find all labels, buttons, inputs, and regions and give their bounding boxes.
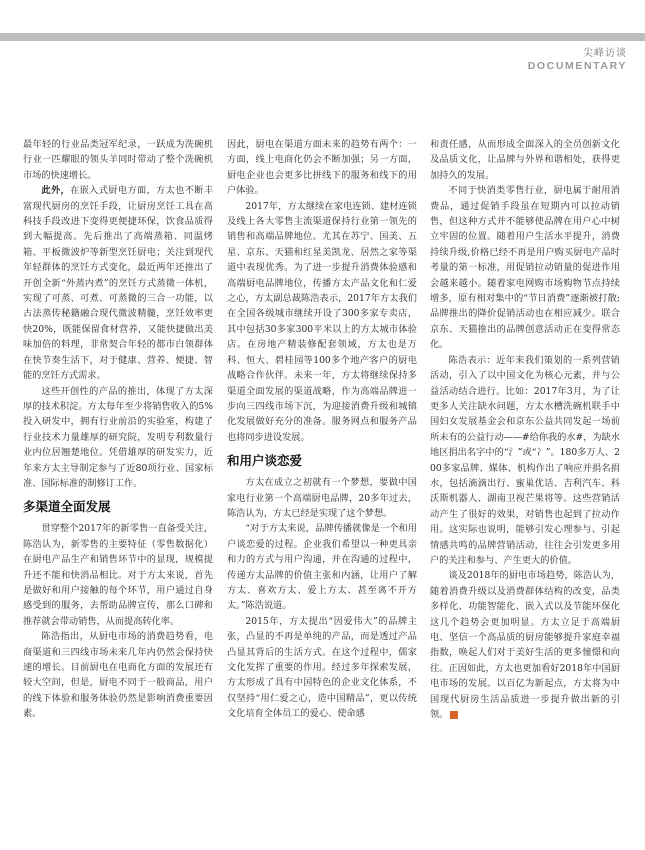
paragraph bbox=[430, 568, 620, 722]
section-header bbox=[528, 47, 627, 73]
paragraph-lead: 此外， bbox=[41, 185, 71, 197]
article-column-3 bbox=[430, 137, 620, 849]
section-title-en: DOCUMENTARY bbox=[527, 60, 627, 72]
paragraph: “对于方太来说，品牌传播就像是一个和用户谈恋爱的过程。企业我们希望以一种更具亲和力的方式与用户沟通，并在沟通的过程中，传递方太品牌的价值主张和内涵，让用户了解方太、喜欢方太、爱上方太、甚至离不开方太。”陈浩说道。 bbox=[227, 523, 417, 612]
paragraph: 不同于快消类零售行业，厨电属于耐用消费品，通过促销手段虽在短期内可以拉动销售，但这种方式并不能够使品牌在用户心中树立牢固的位置。随着用户生活水平提升，消费持续升级,价格已经不再是用户购买厨电产品时考量的第一标准，用促销拉动销量的促进作用会越来越小。随着家电网购市场购物节点持续增多，原有相对集中的“节日消费”逐渐被打散;品牌推出的降价促销活动也在相应减少。联合京东、天猫推出的品牌创意活动正在变得常态化。 bbox=[430, 185, 620, 351]
paragraph: 2015年，方太提出“因爱伟大”的品牌主张，凸显的不再是单纯的产品，而是透过产品凸显其背后的生活方式。在这个过程中，儒家文化发挥了重要的作用。经过多年探索发展，方太形成了具有中国特色的企业文化体系，不仅坚持“用仁爱之心，造中国精品”，更以传统文化培育全体员工的爱心、使命感 bbox=[227, 615, 417, 720]
paragraph: 2017年，方太继续在家电连锁、建材连锁及线上各大零售主流渠道保持行业第一领先的销售和高端品牌地位。尤其在苏宁、国美、五星、京东、天猫和红星美凯龙、居然之家等渠道中表现优秀。为了进一步提升消费体验感和高端厨电品牌地位，传播方太产品文化和仁爱之心，方太副总裁陈浩表示，2017年方太我们在全国各级城市继续开设了300多家专卖店，其中包括30多家300平米以上的方太城市体验店。在房地产精装修配套领域，方太也是万科、恒大、碧桂园等100多个地产客户的厨电战略合作伙伴。未来一年，方太将继续保持多渠道全面发展的渠道战略，作为高端品牌进一步向三四线市场下沉，为迎接消费升级和城镇化发展做好充分的准备。服务网点和服务产品也将同步进设发展。 bbox=[227, 200, 417, 443]
paragraph: 贯穿整个2017年的新零售一直备受关注，陈浩认为，新零售的主要特征（零售数据化）在厨电产品生产和销售环节中的显现，规模提升还不能和快消品相比。对于方太来说，首先是做好和用户接触的每个环节，用户通过自身感受到的服务，去帮助品牌宣传，那么口碑和推荐就会带动销售，从而提高转化率。 bbox=[23, 523, 213, 627]
paragraph: 和责任感，从而形成全面深入的全员创新文化及品质文化，让品牌与外界和谐相处，获得更加持久的发展。 bbox=[430, 139, 620, 181]
article-column-1 bbox=[23, 137, 213, 849]
paragraph bbox=[23, 183, 213, 383]
paragraph-text: 在嵌入式厨电方面，方太也不断丰富现代厨房的烹饪手段，让厨房烹饪工具在高科技手段改进下变得更便捷环保，饮食品质得到大幅提高。先后推出了高端蒸箱、同温烤箱、平板微波炉等新型烹饪厨电；关注到现代年轻群体的烹饪方式变化，最近两年还推出了开创全新“外蒸内煮”的烹饪方式蒸微一体机，实现了可蒸、可煮、可蒸微的三合一功能，以古法蒸传秘籍融合现代微波精髓，烹饪效率更快20%，既能保留食材营养，又能快捷做出美味加倍的料理，非常契合年轻的都市白领群体在快节奏生活下，对于健康、营养、便捷、智能的烹饪方式需求。 bbox=[23, 185, 213, 382]
paragraph: 陈浩指出，从厨电市场的消费趋势看，电商渠道和三四线市场未来几年内仍然会保持快速的增长。目前厨电在电商化方面的发展还有较大空间，但是，厨电不同于一般商品，用户的线下体验和服务体验仍然是影响消费重要因素。 bbox=[23, 631, 213, 720]
paragraph: 这些开创性的产品的推出，体现了方太深厚的技术积淀。方太每年至少将销售收入的5%投入研发中，拥有行业前沿的实验室，构建了行业技术力量雄厚的研究院，发明专利数量行业内位居翘楚地位。凭借雄厚的研发实力，近年来方太主导制定参与了近80项行业、国家标准、国际标准的制修订工作。 bbox=[23, 385, 213, 489]
paragraph: 陈浩表示：近年来我们策划的一系列营销活动，引入了以中国文化为核心元素，并与公益活动结合进行。比如：2017年3月，为了让更多人关注缺水问题，方太水槽洗碗机联手中国妇女发展基金会和京东公益共同发起一场前所未有的公益行动——#给你我的水#，为缺水地区捐出名字中的“氵”或“冫”。180多万人、200多家品牌、媒体、机构作出了响应并捐名捐水，包括滴滴出行、蜜巢优话、吉利汽车、科沃斯机器人、湖南卫视芒果将等。这些营销活动产生了很好的效果，对销售也起到了拉动作用。这实际也说明，能够引发心理参与、引起情感共鸣的品牌营销活动，往往会引发更多用户的关注和参与、产生更大的价值。 bbox=[430, 354, 620, 566]
header-rule bbox=[0, 33, 645, 41]
paragraph: 最年轻的行业品类冠军纪录，一跃成为洗碗机行业一匹耀眼的领头羊同时带动了整个洗碗机市场的快速增长。 bbox=[23, 139, 213, 181]
paragraph: 因此，厨电在渠道方面未来的趋势有两个：一方面，线上电商化仍会不断加强；另一方面，厨电企业也会更多比拼线下的服务和线下的用户体验。 bbox=[227, 139, 417, 197]
paragraph: 方太在成立之初就有一个梦想，要做中国家电行业第一个高端厨电品牌，20多年过去，陈浩认为，方太已经是实现了这个梦想。 bbox=[227, 477, 417, 519]
paragraph-text: 谈及2018年的厨电市场趋势，陈浩认为，随着消费升级以及消费群体结构的改变，品类多样化、功能智能化、嵌入式以及节能环保化这几个趋势会更加明显。方太立足于高端厨电、坚信一个高品质的厨房能够提升家庭幸福指数，唤起人们对于美好生活的更多憧憬和向往。正因如此，方太也更加看好2018年中国厨电市场的发展。以百亿为新起点，方太将为中国现代厨房生活品质进一步提升做出新的引领。 bbox=[430, 570, 620, 721]
subheading-multichannel: 多渠道全面发展 bbox=[23, 499, 111, 515]
article-column-2 bbox=[227, 137, 417, 849]
article-end-icon: ◎ bbox=[450, 711, 458, 719]
section-title-cn: 尖峰访谈 bbox=[583, 48, 627, 59]
subheading-user-romance: 和用户谈恋爱 bbox=[227, 453, 303, 469]
